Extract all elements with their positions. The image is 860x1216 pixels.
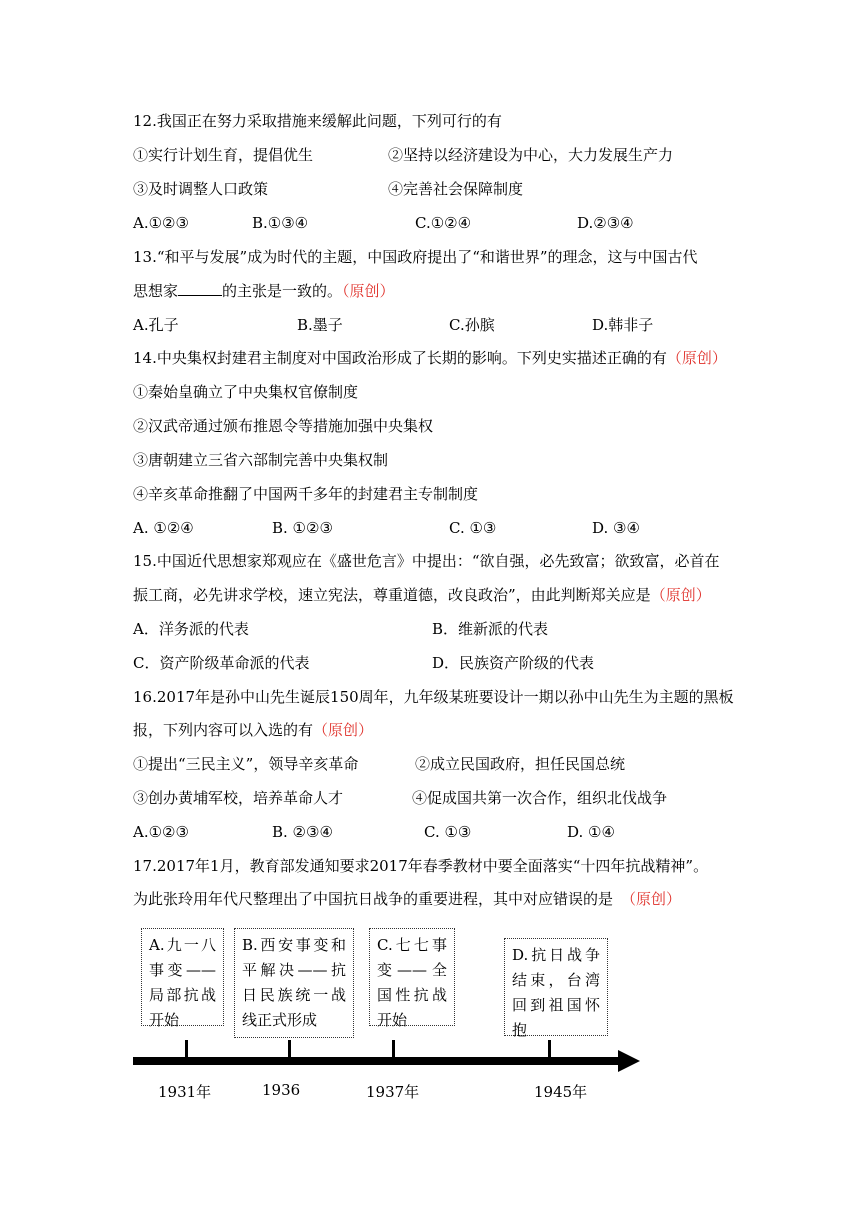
- q16-stem-text: 报，下列内容可以入选的有: [133, 721, 314, 739]
- original-tag: （原创）: [621, 890, 682, 908]
- q12-statement-1: ①实行计划生育，提倡优生: [133, 146, 314, 164]
- q15-option-a: A．洋务派的代表: [133, 620, 249, 638]
- q15-stem-text: 振工商，必先讲求学校，速立宪法，尊重道德，改良政治”，由此判断郑关应是: [133, 586, 651, 604]
- q15-stem-line2: [133, 585, 711, 605]
- timeline-axis: [133, 1057, 623, 1065]
- q13-option-d: D.韩非子: [592, 316, 654, 334]
- q13-stem-line2: [133, 281, 395, 301]
- q16-statement-2: ②成立民国政府，担任民国总统: [415, 755, 626, 773]
- timeline-year-1936: 1936: [262, 1081, 301, 1099]
- timeline-year-1945: 1945年: [534, 1083, 588, 1101]
- q13-stem-line1: 13.“和平与发展”成为时代的主题，中国政府提出了“和谐世界”的理念，这与中国古代: [133, 248, 698, 266]
- q17-stem-line1: 17.2017年1月，教育部发通知要求2017年春季教材中要全面落实“十四年抗战精神”。: [133, 857, 709, 875]
- original-tag: （原创）: [313, 721, 374, 739]
- answer-blank: [178, 281, 222, 296]
- q14-statement-1: ①秦始皇确立了中央集权官僚制度: [133, 383, 359, 401]
- timeline-box-a: A.九一八事变——局部抗战开始: [141, 928, 224, 1026]
- q16-option-a: A.①②③: [133, 823, 189, 841]
- q12-option-c: C.①②④: [415, 214, 472, 232]
- q14-option-b: B. ①②③: [272, 519, 333, 537]
- q12-option-a: A.①②③: [133, 214, 189, 232]
- q14-stem: [133, 348, 727, 368]
- timeline-year-1931: 1931年: [158, 1083, 212, 1101]
- q12-statement-2: ②坚持以经济建设为中心，大力发展生产力: [388, 146, 674, 164]
- q16-stem-line2: [133, 720, 373, 740]
- q13-option-a: A.孔子: [133, 316, 179, 334]
- q14-option-d: D. ③④: [592, 519, 640, 537]
- q16-option-b: B. ②③④: [272, 823, 333, 841]
- q12-stem: 12.我国正在努力采取措施来缓解此问题，下列可行的有: [133, 112, 502, 130]
- q13-option-c: C.孙膑: [449, 316, 495, 334]
- timeline-arrow-icon: [618, 1050, 640, 1072]
- q16-statement-3: ③创办黄埔军校，培养革命人才: [133, 789, 344, 807]
- timeline-tick-1945: [548, 1040, 551, 1058]
- q12-statement-3: ③及时调整人口政策: [133, 180, 269, 198]
- q16-option-c: C. ①③: [424, 823, 472, 841]
- q12-option-d: D.②③④: [577, 214, 634, 232]
- q14-statement-4: ④辛亥革命推翻了中国两千多年的封建君主专制制度: [133, 485, 479, 503]
- q15-option-c: C．资产阶级革命派的代表: [133, 654, 310, 672]
- timeline-tick-1936: [288, 1040, 291, 1058]
- timeline-box-b: B.西安事变和平解决——抗日民族统一战线正式形成: [234, 928, 354, 1038]
- q12-option-b: B.①③④: [252, 214, 309, 232]
- timeline-year-1937: 1937年: [366, 1083, 420, 1101]
- q15-option-d: D．民族资产阶级的代表: [432, 654, 595, 672]
- timeline-tick-1931: [185, 1040, 188, 1058]
- q13-stem-pre: 思想家: [133, 282, 179, 300]
- q16-option-d: D. ①④: [567, 823, 615, 841]
- q14-stem-text: 14.中央集权封建君主制度对中国政治形成了长期的影响。下列史实描述正确的有: [133, 349, 667, 367]
- q13-option-b: B.墨子: [297, 316, 343, 334]
- q15-stem-line1: 15.中国近代思想家郑观应在《盛世危言》中提出：“欲自强，必先致富；欲致富，必首在: [133, 552, 720, 570]
- q14-option-c: C. ①③: [449, 519, 497, 537]
- q14-option-a: A. ①②④: [133, 519, 194, 537]
- q17-stem-line2: [133, 889, 681, 909]
- original-tag: （原创）: [342, 282, 395, 300]
- original-tag: （原创）: [650, 586, 711, 604]
- q15-option-b: B．维新派的代表: [432, 620, 549, 638]
- q12-statement-4: ④完善社会保障制度: [388, 180, 524, 198]
- timeline-box-d: D.抗日战争结束，台湾回到祖国怀抱: [504, 938, 608, 1036]
- q16-statement-4: ④促成国共第一次合作，组织北伐战争: [412, 789, 668, 807]
- q13-stem-post: 的主张是一致的。: [222, 282, 343, 300]
- q16-stem-line1: 16.2017年是孙中山先生诞辰150周年，九年级某班要设计一期以孙中山先生为主题的黑板: [133, 688, 734, 706]
- q16-statement-1: ①提出“三民主义”，领导辛亥革命: [133, 755, 359, 773]
- q14-statement-2: ②汉武帝通过颁布推恩令等措施加强中央集权: [133, 417, 434, 435]
- q14-statement-3: ③唐朝建立三省六部制完善中央集权制: [133, 451, 389, 469]
- timeline-tick-1937: [392, 1040, 395, 1058]
- timeline-box-c: C.七七事变——全国性抗战开始: [369, 928, 455, 1026]
- q17-stem-text: 为此张玲用年代尺整理出了中国抗日战争的重要进程，其中对应错误的是: [133, 890, 614, 908]
- original-tag: （原创）: [666, 349, 727, 367]
